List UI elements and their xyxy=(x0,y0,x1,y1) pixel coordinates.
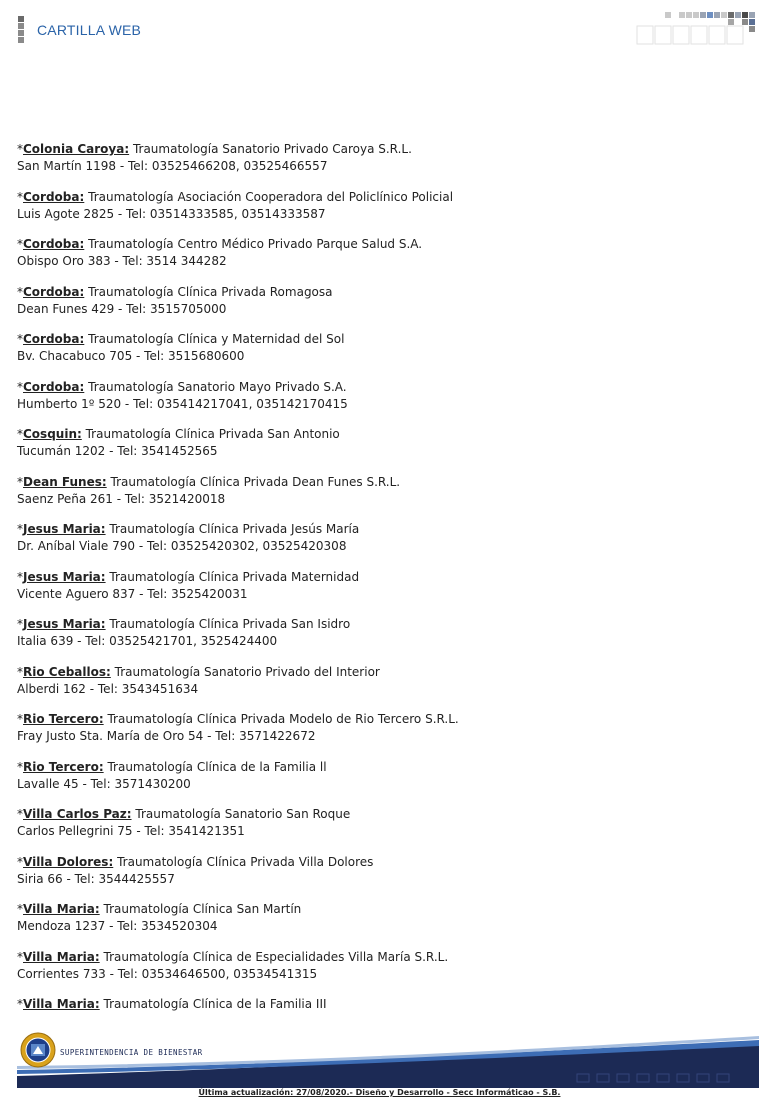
provider-name: Traumatología Clínica Privada Jesús María xyxy=(109,522,360,536)
list-item: *Rio Tercero: Traumatología Clínica de la Familia ll Lavalle 45 - Tel: 3571430200 xyxy=(17,759,327,791)
provider-name: Traumatología Clínica de la Familia III xyxy=(103,997,327,1011)
city-link[interactable]: Villa Maria: xyxy=(23,949,100,964)
footer-wave-graphic xyxy=(17,1030,759,1088)
city-link[interactable]: Jesus Maria: xyxy=(23,569,106,584)
provider-address: Humberto 1º 520 - Tel: 035414217041, 035142170415 xyxy=(17,396,348,411)
list-item: *Rio Tercero: Traumatología Clínica Privada Modelo de Rio Tercero S.R.L. Fray Justo Sta. María de Oro 54 - Tel: 3571422672 xyxy=(17,712,459,743)
provider-name: Traumatología Sanatorio San Roque xyxy=(135,807,351,821)
page-header xyxy=(0,0,759,60)
provider-name: Traumatología Clínica Privada Modelo de Rio Tercero S.R.L. xyxy=(107,712,459,726)
institution-seal-icon xyxy=(20,1032,56,1068)
list-item: *Cordoba: Traumatología Clínica y Maternidad del Sol Bv. Chacabuco 705 - Tel: 3515680600 xyxy=(17,332,345,363)
provider-address: Vicente Aguero 837 - Tel: 3525420031 xyxy=(17,586,248,601)
city-link[interactable]: Cordoba: xyxy=(23,237,85,251)
city-link[interactable]: Jesus Maria: xyxy=(23,617,106,631)
provider-address: Mendoza 1237 - Tel: 3534520304 xyxy=(17,919,218,933)
list-item: *Rio Ceballos: Traumatología Sanatorio Privado del Interior Alberdi 162 - Tel: 3543451634 xyxy=(17,664,380,696)
provider-name: Traumatología Clínica y Maternidad del Sol xyxy=(88,332,345,346)
city-link[interactable]: Villa Carlos Paz: xyxy=(23,807,132,821)
city-link[interactable]: Cordoba: xyxy=(23,189,85,204)
provider-list xyxy=(17,141,737,1027)
city-link[interactable]: Cordoba: xyxy=(23,332,85,346)
provider-name: Traumatología Clínica de Especialidades Villa María S.R.L. xyxy=(103,949,449,964)
provider-address: Corrientes 733 - Tel: 03534646500, 03534541315 xyxy=(17,966,318,981)
city-link[interactable]: Cordoba: xyxy=(23,284,85,299)
list-item: *Cordoba: Traumatología Centro Médico Privado Parque Salud S.A. Obispo Oro 383 - Tel: 3514 344282 xyxy=(17,237,423,268)
provider-name: Traumatología Sanatorio Privado Caroya S.R.L. xyxy=(132,142,412,156)
provider-address: Bv. Chacabuco 705 - Tel: 3515680600 xyxy=(17,349,245,363)
provider-name: Traumatología Clínica de la Familia ll xyxy=(107,759,327,774)
provider-address: Lavalle 45 - Tel: 3571430200 xyxy=(17,776,191,791)
provider-address: Alberdi 162 - Tel: 3543451634 xyxy=(17,681,199,696)
provider-name: Traumatología Sanatorio Privado del Interior xyxy=(114,664,380,679)
city-link[interactable]: Villa Dolores: xyxy=(23,854,114,869)
provider-address: Dr. Aníbal Viale 790 - Tel: 03525420302, 03525420308 xyxy=(17,539,347,553)
organization-name: SUPERINTENDENCIA DE BIENESTAR xyxy=(60,1048,203,1057)
provider-name: Traumatología Clínica Privada San Antonio xyxy=(85,427,340,441)
city-link[interactable]: Villa Maria: xyxy=(23,902,100,916)
list-item: *Jesus Maria: Traumatología Clínica Privada Maternidad Vicente Aguero 837 - Tel: 3525420031 xyxy=(17,569,360,601)
provider-name: Traumatología Clínica Privada San Isidro xyxy=(109,617,351,631)
pixel-grid-decoration-icon xyxy=(635,12,759,46)
provider-name: Traumatología Clínica Privada Dean Funes S.R.L. xyxy=(110,474,401,489)
provider-address: Tucumán 1202 - Tel: 3541452565 xyxy=(17,444,218,458)
list-item: *Jesus Maria: Traumatología Clínica Privada Jesús María Dr. Aníbal Viale 790 - Tel: 03525420302, 03525420308 xyxy=(17,522,360,553)
list-item: *Villa Maria: Traumatología Clínica San Martín Mendoza 1237 - Tel: 3534520304 xyxy=(17,902,302,933)
header-bar-icon xyxy=(18,16,24,46)
city-link[interactable]: Rio Tercero: xyxy=(23,759,104,774)
list-item: *Villa Maria: Traumatología Clínica de Especialidades Villa María S.R.L. Corrientes 733 - Tel: 03534646500, 03534541315 xyxy=(17,949,449,981)
last-update-note: Última actualización: 27/08/2020.- Diseño y Desarrollo - Secc Informáticao - S.B. xyxy=(198,1088,561,1097)
page-footer xyxy=(17,1030,759,1088)
provider-name: Traumatología Sanatorio Mayo Privado S.A. xyxy=(88,379,347,394)
list-item: *Dean Funes: Traumatología Clínica Privada Dean Funes S.R.L. Saenz Peña 261 - Tel: 3521420018 xyxy=(17,474,401,506)
provider-address: Italia 639 - Tel: 03525421701, 3525424400 xyxy=(17,634,278,648)
list-item: *Villa Carlos Paz: Traumatología Sanatorio San Roque Carlos Pellegrini 75 - Tel: 3541421351 xyxy=(17,807,351,838)
list-item: *Colonia Caroya: Traumatología Sanatorio Privado Caroya S.R.L. San Martín 1198 - Tel: 03525466208, 03525466557 xyxy=(17,142,412,173)
provider-address: Siria 66 - Tel: 3544425557 xyxy=(17,871,175,886)
city-link[interactable]: Rio Tercero: xyxy=(23,712,104,726)
city-link[interactable]: Dean Funes: xyxy=(23,474,107,489)
list-item: *Cordoba: Traumatología Sanatorio Mayo Privado S.A. Humberto 1º 520 - Tel: 035414217041, 035142170415 xyxy=(17,379,348,411)
city-link[interactable]: Rio Ceballos: xyxy=(23,664,111,679)
list-item: *Jesus Maria: Traumatología Clínica Privada San Isidro Italia 639 - Tel: 03525421701, 3525424400 xyxy=(17,617,351,648)
provider-address: San Martín 1198 - Tel: 03525466208, 03525466557 xyxy=(17,159,328,173)
provider-address: Fray Justo Sta. María de Oro 54 - Tel: 3571422672 xyxy=(17,729,316,743)
provider-name: Traumatología Asociación Cooperadora del Policlínico Policial xyxy=(88,189,454,204)
list-item: *Villa Maria: Traumatología Clínica de la Familia III xyxy=(17,997,327,1011)
list-item: *Cordoba: Traumatología Clínica Privada Romagosa Dean Funes 429 - Tel: 3515705000 xyxy=(17,284,333,316)
provider-name: Traumatología Clínica Privada Romagosa xyxy=(88,284,333,299)
provider-address: Dean Funes 429 - Tel: 3515705000 xyxy=(17,301,227,316)
provider-name: Traumatología Centro Médico Privado Parque Salud S.A. xyxy=(88,237,423,251)
provider-name: Traumatología Clínica Privada Villa Dolores xyxy=(117,854,374,869)
provider-address: Obispo Oro 383 - Tel: 3514 344282 xyxy=(17,254,227,268)
list-item: *Cosquin: Traumatología Clínica Privada San Antonio Tucumán 1202 - Tel: 3541452565 xyxy=(17,427,340,458)
provider-name: Traumatología Clínica Privada Maternidad xyxy=(109,569,360,584)
city-link[interactable]: Cosquin: xyxy=(23,427,82,441)
page-title: CARTILLA WEB xyxy=(37,22,142,38)
city-link[interactable]: Colonia Caroya: xyxy=(23,142,130,156)
provider-address: Saenz Peña 261 - Tel: 3521420018 xyxy=(17,491,226,506)
city-link[interactable]: Villa Maria: xyxy=(23,997,100,1011)
city-link[interactable]: Cordoba: xyxy=(23,379,85,394)
provider-address: Carlos Pellegrini 75 - Tel: 3541421351 xyxy=(17,824,245,838)
provider-name: Traumatología Clínica San Martín xyxy=(103,902,302,916)
list-item: *Cordoba: Traumatología Asociación Cooperadora del Policlínico Policial Luis Agote 2825 - Tel: 03514333585, 03514333587 xyxy=(17,189,454,221)
list-item: *Villa Dolores: Traumatología Clínica Privada Villa Dolores Siria 66 - Tel: 3544425557 xyxy=(17,854,374,886)
city-link[interactable]: Jesus Maria: xyxy=(23,522,106,536)
provider-address: Luis Agote 2825 - Tel: 03514333585, 03514333587 xyxy=(17,206,326,221)
